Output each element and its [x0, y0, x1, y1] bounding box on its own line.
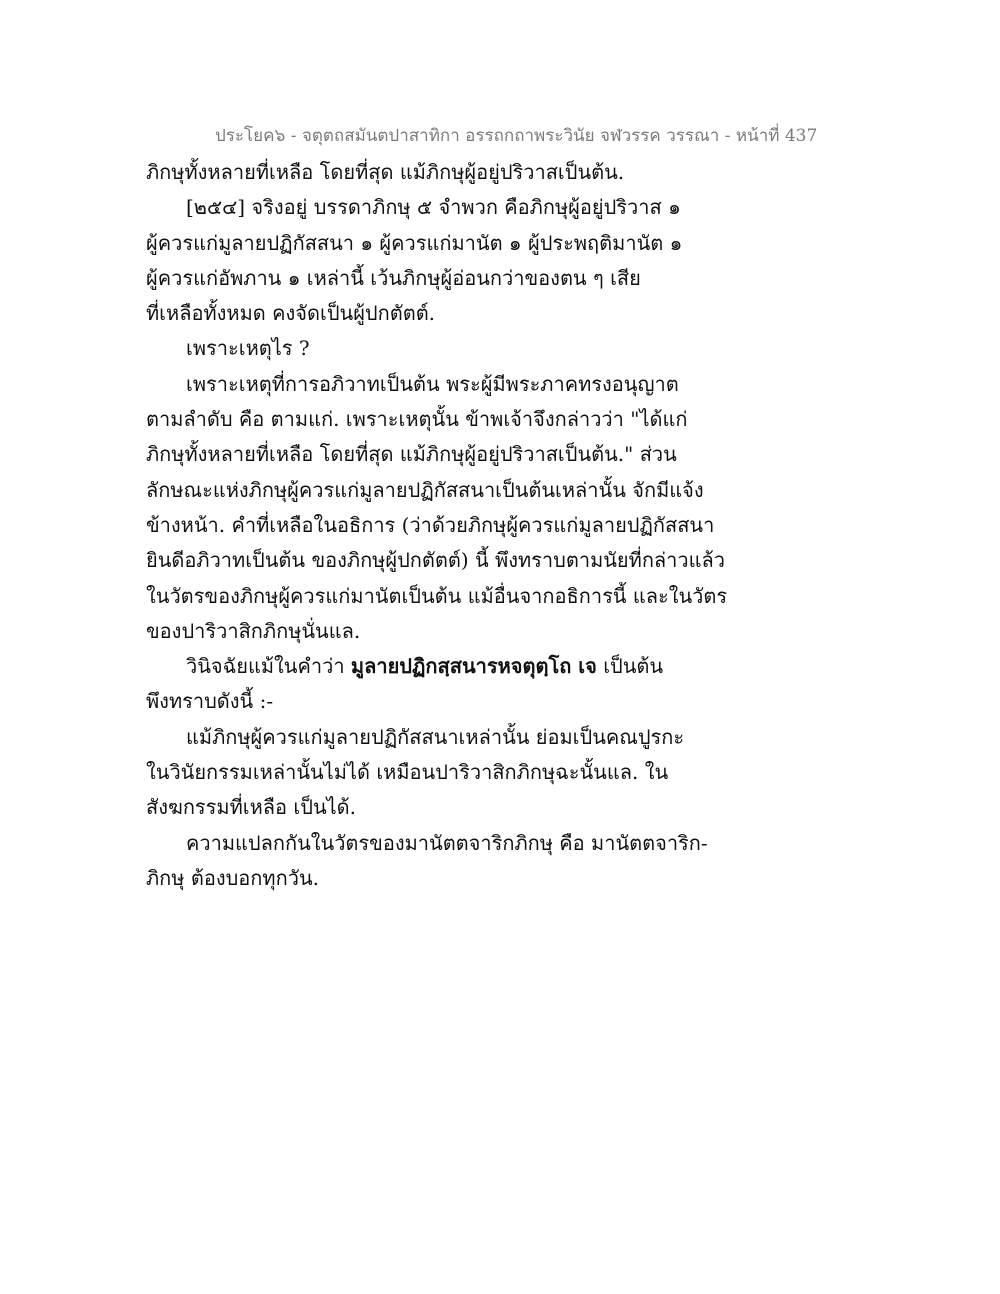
text-line: ยินดีอภิวาทเป็นต้น ของภิกษุผู้ปกตัตต์) นี้ พึงทราบตามนัยที่กล่าวแล้ว [146, 548, 726, 573]
text-line: ที่เหลือทั้งหมด คงจัดเป็นผู้ปกตัตต์. [146, 301, 436, 326]
text-line: ตามลำดับ คือ ตามแก่. เพราะเหตุนั้น ข้าพเจ้าจึงกล่าวว่า "ได้แก่ [146, 407, 688, 432]
paragraph-start: ความแปลกกันในวัตรของมานัตตจาริกภิกษุ คือ มานัตตจาริก- [186, 830, 708, 855]
paragraph-start: เพราะเหตุที่การอภิวาทเป็นต้น พระผู้มีพระภาคทรงอนุญาต [186, 371, 679, 396]
document-body [146, 155, 746, 896]
text-line: ภิกษุ ต้องบอกทุกวัน. [146, 865, 319, 890]
text-line: พึงทราบดังนี้ :- [146, 689, 274, 714]
text-line: ในวัตรของภิกษุผู้ควรแก่มานัตเป็นต้น แม้อื่นจากอธิการนี้ และในวัตร [146, 583, 728, 608]
text-segment: เป็นต้น [603, 654, 664, 679]
text-line: ในวินัยกรรมเหล่านั้นไม่ได้ เหมือนปาริวาสิกภิกษุฉะนั้นแล. ใน [146, 760, 669, 785]
text-line: สังฆกรรมที่เหลือ เป็นได้. [146, 795, 357, 820]
paragraph-start: แม้ภิกษุผู้ควรแก่มูลายปฏิกัสสนาเหล่านั้น ย่อมเป็นคณปูรกะ [186, 724, 685, 749]
text-line: ข้างหน้า. คำที่เหลือในอธิการ (ว่าด้วยภิกษุผู้ควรแก่มูลายปฏิกัสสนา [146, 512, 715, 537]
text-line: ผู้ควรแก่มูลายปฏิกัสสนา ๑ ผู้ควรแก่มานัต ๑ ผู้ประพฤติมานัต ๑ [146, 230, 683, 255]
text-segment: วินิจฉัยแม้ในคำว่า [186, 654, 345, 679]
text-line: ภิกษุทั้งหลายที่เหลือ โดยที่สุด แม้ภิกษุผู้อยู่ปริวาสเป็นต้น. [146, 160, 625, 184]
text-line: ลักษณะแห่งภิกษุผู้ควรแก่มูลายปฏิกัสสนาเป็นต้นเหล่านั้น จักมีแจ้ง [146, 477, 704, 502]
page-header: ประโยค๖ - จตุตถสมันตปาสาทิกา อรรถกถาพระวินัย จฬวรรค วรรณา - หน้าที่ 437 [215, 126, 818, 146]
text-line: ของปาริวาสิกภิกษุนั่นแล. [146, 618, 361, 643]
paragraph-start [146, 649, 746, 684]
question-line: เพราะเหตุไร ? [186, 336, 310, 361]
text-line: ผู้ควรแก่อัพภาน ๑ เหล่านี้ เว้นภิกษุผู้อ่อนกว่าของตน ๆ เสีย [146, 265, 641, 290]
paragraph-start: [๒๕๔] จริงอยู่ บรรดาภิกษุ ๕ จำพวก คือภิกษุผู้อยู่ปริวาส ๑ [186, 195, 681, 220]
pali-term: มูลายปฏิกสฺสนารหจตุตฺโถ เจ [350, 654, 597, 679]
text-line: ภิกษุทั้งหลายที่เหลือ โดยที่สุด แม้ภิกษุผู้อยู่ปริวาสเป็นต้น." ส่วน [146, 442, 677, 467]
